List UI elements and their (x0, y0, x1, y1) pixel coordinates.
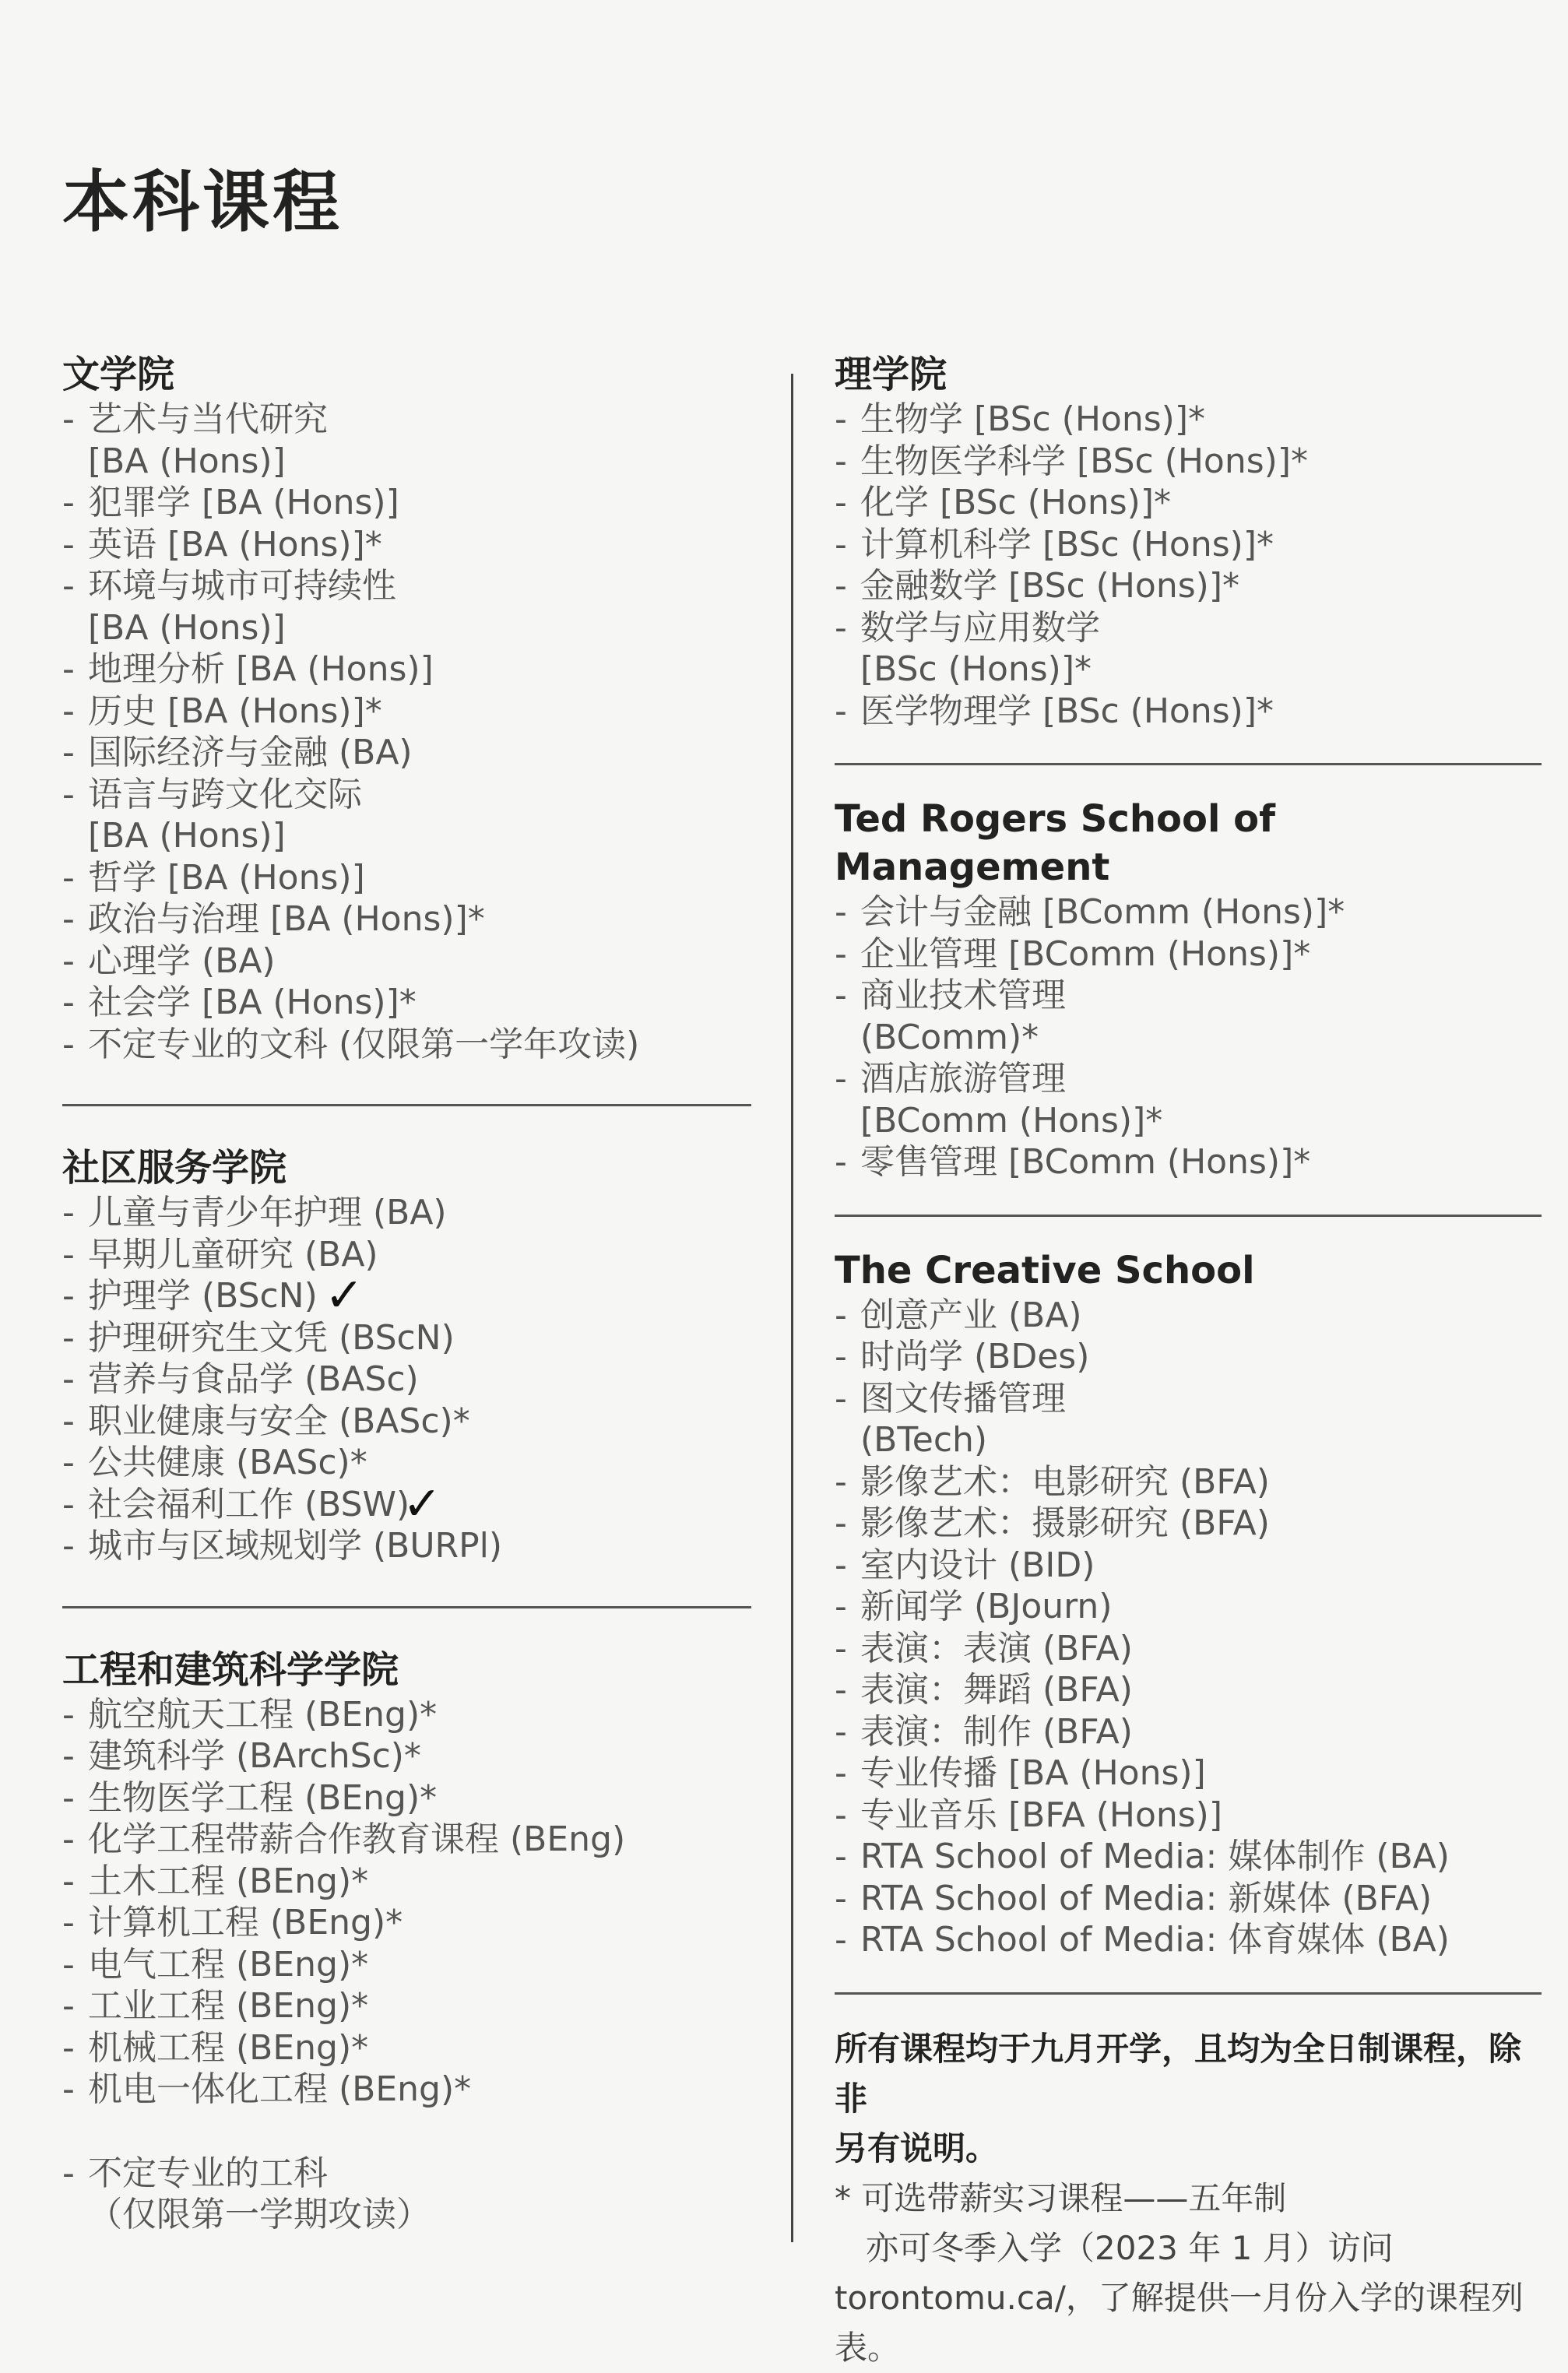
section-divider (835, 763, 1542, 765)
page-title: 本科课程 (62, 163, 343, 241)
program-item: - 历史 [BA (Hons)]* (62, 691, 382, 731)
section-creative-school (835, 1246, 1542, 1961)
footnote-text: 表。 (835, 2328, 901, 2367)
program-item: - 城市与区域规划学 (BURPl) (62, 1526, 503, 1566)
section-community-services (62, 1144, 751, 1567)
program-list (62, 1192, 751, 1567)
program-list (62, 399, 751, 1065)
program-item: - 土木工程 (BEng)* (62, 1861, 369, 1901)
program-item: - 国际经济与金融 (BA) (62, 733, 413, 772)
footnote-text: 亦可冬季入学（2023 年 1 月）访问 (866, 2228, 1394, 2267)
program-item: - 护理研究生文凭 (BScN) (62, 1317, 455, 1358)
program-item: - 护理学 (BScN) ✓ (62, 1268, 364, 1323)
program-item: - 艺术与当代研究 [BA (Hons)] (62, 399, 328, 481)
footnote-text: torontomu.ca/，了解提供一月份入学的课程列 (835, 2278, 1524, 2317)
program-item: - 酒店旅游管理 [BComm (Hons)]* (835, 1059, 1163, 1141)
program-item: - 医学物理学 [BSc (Hons)]* (835, 691, 1274, 731)
program-item: - 专业音乐 [BFA (Hons)] (835, 1795, 1223, 1835)
section-title: Ted Rogers School of Management (835, 797, 1275, 889)
program-item: - 表演：表演 (BFA) (835, 1628, 1133, 1668)
program-item: - 心理学 (BA) (62, 940, 276, 981)
section-title: The Creative School (835, 1248, 1255, 1292)
program-item: - 环境与城市可持续性 [BA (Hons)] (62, 566, 396, 648)
program-item: - 犯罪学 [BA (Hons)] (62, 483, 399, 522)
section-science (835, 350, 1542, 732)
footnote-bold-text: 所有课程均于九月开学，且均为全日制课程，除非 (835, 2029, 1522, 2118)
program-item: - 机械工程 (BEng)* (62, 2027, 369, 2068)
program-item: - 生物医学工程 (BEng)* (62, 1777, 438, 1818)
section-title: 工程和建筑科学学院 (62, 1647, 399, 1692)
program-item: - 不定专业的文科 (仅限第一学年攻读) (62, 1024, 640, 1064)
program-item: - 新闻学 (BJourn) (835, 1587, 1113, 1626)
program-item: - 政治与治理 [BA (Hons)]* (62, 899, 485, 939)
program-item: - 化学工程带薪合作教育课程 (BEng) (62, 1819, 626, 1859)
section-divider (62, 1606, 751, 1608)
section-title: 社区服务学院 (62, 1146, 287, 1190)
program-item: - RTA School of Media: 媒体制作 (BA) (835, 1837, 1450, 1876)
checkmark-icon: ✓ (325, 1268, 364, 1323)
program-item: - 零售管理 [BComm (Hons)]* (835, 1142, 1311, 1182)
section-engineering (62, 1646, 751, 2236)
program-item: - 表演：舞蹈 (BFA) (835, 1670, 1133, 1710)
program-item: - 企业管理 [BComm (Hons)]* (835, 933, 1311, 974)
section-arts (62, 350, 751, 1065)
program-item: - 哲学 [BA (Hons)] (62, 857, 365, 898)
program-item: - 影像艺术：电影研究 (BFA) (835, 1461, 1270, 1502)
section-divider (62, 1104, 751, 1106)
program-item: - 地理分析 [BA (Hons)] (62, 649, 434, 689)
program-item: - 不定专业的工科 （仅限第一学期攻读） (62, 2153, 431, 2234)
program-item: - 生物学 [BSc (Hons)]* (835, 399, 1205, 439)
program-item: - 创意产业 (BA) (835, 1295, 1082, 1335)
program-item: - 语言与跨文化交际 [BA (Hons)] (62, 774, 362, 856)
program-item: - 建筑科学 (BArchSc)* (62, 1736, 421, 1776)
right-column (835, 350, 1542, 2373)
program-item: - RTA School of Media: 体育媒体 (BA) (835, 1920, 1450, 1960)
program-item: - 公共健康 (BASc)* (62, 1443, 367, 1482)
section-title: 理学院 (835, 353, 947, 396)
section-divider (835, 1215, 1542, 1217)
program-item: - 表演：制作 (BFA) (835, 1711, 1133, 1752)
program-item: - 英语 [BA (Hons)]* (62, 524, 382, 564)
program-item: - 专业传播 [BA (Hons)] (835, 1753, 1206, 1793)
program-item: - 社会学 [BA (Hons)]* (62, 983, 417, 1022)
footnote-bold-text: 另有说明。 (835, 2129, 999, 2167)
program-item: - RTA School of Media: 新媒体 (BFA) (835, 1878, 1433, 1918)
program-item: - 计算机科学 [BSc (Hons)]* (835, 524, 1274, 564)
program-item: - 营养与食品学 (BASc) (62, 1359, 419, 1399)
column-divider (791, 374, 793, 2242)
program-item: - 数学与应用数学 [BSc (Hons)]* (835, 607, 1100, 689)
program-item: - 商业技术管理 (BComm)* (835, 976, 1066, 1057)
program-item: - 时尚学 (BDes) (835, 1337, 1090, 1376)
program-item: - 早期儿童研究 (BA) (62, 1234, 378, 1274)
program-list (835, 891, 1542, 1183)
left-column (62, 350, 751, 2236)
program-item: - 职业健康与安全 (BASc)* (62, 1401, 470, 1441)
program-list (835, 1295, 1542, 1961)
checkmark-icon: ✓ (403, 1476, 442, 1531)
program-item: - 会计与金融 [BComm (Hons)]* (835, 892, 1345, 932)
program-item: - 金融数学 [BSc (Hons)]* (835, 566, 1239, 606)
program-item: - 生物医学科学 [BSc (Hons)]* (835, 441, 1308, 481)
program-item: - 化学 [BSc (Hons)]* (835, 483, 1171, 522)
program-item: - 室内设计 (BID) (835, 1545, 1095, 1585)
program-item: - 电气工程 (BEng)* (62, 1944, 369, 1985)
program-item: - 航空航天工程 (BEng)* (62, 1694, 438, 1735)
program-item: - 影像艺术：摄影研究 (BFA) (835, 1503, 1270, 1543)
program-list (62, 1694, 751, 2236)
program-item: - 社会福利工作 (BSW) ✓ (62, 1476, 442, 1531)
spacer (62, 2111, 751, 2153)
section-title: 文学院 (62, 353, 175, 396)
program-item: - 儿童与青少年护理 (BA) (62, 1193, 447, 1232)
section-divider (835, 1992, 1542, 1995)
program-item: - 计算机工程 (BEng)* (62, 1903, 403, 1942)
footnote-star: * 可选带薪实习课程——五年制 (835, 2178, 1287, 2217)
program-list (835, 399, 1542, 732)
program-item: - 机电一体化工程 (BEng)* (62, 2069, 472, 2109)
program-item: - 工业工程 (BEng)* (62, 1986, 369, 2026)
section-management (835, 795, 1542, 1183)
footnotes (835, 2024, 1542, 2373)
program-item: - 图文传播管理 (BTech) (835, 1378, 1066, 1460)
